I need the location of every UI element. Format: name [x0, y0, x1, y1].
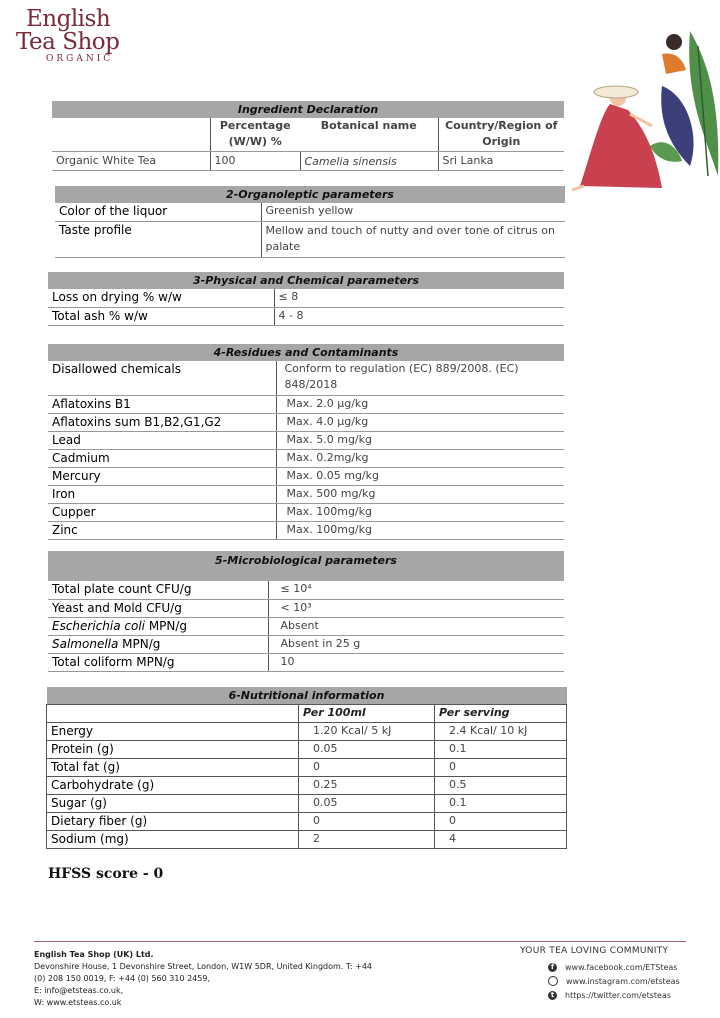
nutrition-per-serving: 0.1: [435, 795, 567, 813]
col-botanical: Botanical name: [300, 118, 438, 151]
footer-website: W: www.etsteas.co.uk: [34, 998, 122, 1007]
micro-label-italic: Salmonella: [52, 636, 119, 651]
nutrition-per-serving: 0.5: [435, 777, 567, 795]
residue-label: Zinc: [48, 521, 276, 539]
nutrition-label: Protein (g): [47, 741, 299, 759]
physical-value: 4 - 8: [274, 307, 564, 325]
footer-email: E: info@etsteas.co.uk,: [34, 986, 124, 995]
micro-value: Absent in 25 g: [268, 635, 564, 653]
nutrition-per-100ml: 0: [299, 813, 435, 831]
footer-divider: [34, 941, 686, 942]
micro-label-italic: Escherichia coli: [52, 618, 145, 633]
organoleptic-table: [55, 186, 565, 258]
instagram-link[interactable]: [520, 974, 690, 988]
footer-social: [520, 946, 690, 1002]
residue-value: Max. 0.2mg/kg: [276, 449, 564, 467]
nutrition-label: Energy: [47, 723, 299, 741]
col-country: Country/Region of Origin: [438, 118, 564, 151]
physical-label: Loss on drying % w/w: [48, 289, 274, 307]
residue-label: Disallowed chemicals: [48, 361, 276, 395]
physical-title: 3-Physical and Chemical parameters: [48, 272, 564, 289]
brand-logo: [16, 8, 166, 64]
residue-label: Aflatoxins B1: [48, 395, 276, 413]
twitter-link[interactable]: [520, 988, 690, 1002]
col-per-serving: Per serving: [435, 705, 567, 723]
logo-line-2: Tea Shop: [16, 29, 120, 55]
residue-value: Max. 5.0 mg/kg: [276, 431, 564, 449]
physical-value: ≤ 8: [274, 289, 564, 307]
nutrition-per-100ml: 0.05: [299, 741, 435, 759]
ingredient-title: Ingredient Declaration: [52, 101, 564, 118]
micro-title: 5-Microbiological parameters: [48, 551, 564, 581]
logo-line-1: English: [26, 6, 111, 32]
residue-label: Iron: [48, 485, 276, 503]
nutrition-per-serving: 0.1: [435, 741, 567, 759]
nutrition-per-serving: 4: [435, 831, 567, 849]
ingredient-name: Organic White Tea: [52, 151, 210, 170]
organoleptic-label: Color of the liquor: [55, 203, 261, 221]
residue-value: Max. 4.0 μg/kg: [276, 413, 564, 431]
micro-label: [48, 617, 268, 635]
nutrition-per-100ml: 1.20 Kcal/ 5 kJ: [299, 723, 435, 741]
footer-company-name: English Tea Shop (UK) Ltd.: [34, 950, 154, 959]
nutrition-per-100ml: 0: [299, 759, 435, 777]
col-percentage: Percentage (W/W) %: [210, 118, 300, 151]
residues-title: 4-Residues and Contaminants: [48, 344, 564, 361]
ingredient-country: Sri Lanka: [438, 151, 564, 170]
micro-value: Absent: [268, 617, 564, 635]
physical-label: Total ash % w/w: [48, 307, 274, 325]
ingredient-percentage: 100: [210, 151, 300, 170]
residue-label: Lead: [48, 431, 276, 449]
micro-label-rest: MPN/g: [145, 618, 188, 633]
residue-value: Max. 0.05 mg/kg: [276, 467, 564, 485]
micro-label: Total coliform MPN/g: [48, 653, 268, 671]
footer-community-heading: YOUR TEA LOVING COMMUNITY: [520, 946, 669, 956]
micro-value: 10: [268, 653, 564, 671]
residue-value: Max. 2.0 μg/kg: [276, 395, 564, 413]
nutrition-per-serving: 0: [435, 813, 567, 831]
organoleptic-label: Taste profile: [55, 221, 261, 257]
residue-label: Aflatoxins sum B1,B2,G1,G2: [48, 413, 276, 431]
nutrition-label: Total fat (g): [47, 759, 299, 777]
residue-label: Mercury: [48, 467, 276, 485]
instagram-url[interactable]: www.instagram.com/etsteas: [566, 976, 680, 986]
residue-value: Max. 100mg/kg: [276, 503, 564, 521]
nutrition-per-serving: 0: [435, 759, 567, 777]
nutrition-per-serving: 2.4 Kcal/ 10 kJ: [435, 723, 567, 741]
residue-label: Cadmium: [48, 449, 276, 467]
micro-label: Total plate count CFU/g: [48, 581, 268, 599]
ingredient-botanical: Camelia sinensis: [300, 151, 438, 170]
residue-value: Conform to regulation (EC) 889/2008. (EC) 848/2018: [276, 361, 564, 395]
ingredient-table: [52, 101, 564, 171]
nutrition-label: Carbohydrate (g): [47, 777, 299, 795]
col-per-100ml: Per 100ml: [299, 705, 435, 723]
organoleptic-value: Greenish yellow: [261, 203, 565, 221]
residue-label: Cupper: [48, 503, 276, 521]
micro-value: ≤ 10⁴: [268, 581, 564, 599]
micro-table: [48, 551, 564, 672]
micro-label-rest: MPN/g: [118, 636, 161, 651]
micro-label: Yeast and Mold CFU/g: [48, 599, 268, 617]
micro-label: [48, 635, 268, 653]
nutrition-table: [46, 687, 567, 849]
instagram-icon: [548, 976, 558, 986]
organoleptic-value: Mellow and touch of nutty and over tone of citrus on palate: [261, 221, 565, 257]
nutrition-label: Sugar (g): [47, 795, 299, 813]
residues-table: [48, 344, 564, 540]
physical-table: [48, 272, 564, 326]
footer-company-info: [34, 949, 374, 1009]
facebook-icon: f: [548, 963, 557, 972]
organoleptic-title: 2-Organoleptic parameters: [55, 186, 565, 203]
nutrition-per-100ml: 0.05: [299, 795, 435, 813]
nutrition-title: 6-Nutritional information: [47, 687, 567, 705]
logo-line-3: ORGANIC: [46, 54, 114, 64]
twitter-icon: t: [548, 991, 557, 1000]
micro-value: < 10³: [268, 599, 564, 617]
footer-address: Devonshire House, 1 Devonshire Street, London, W1W 5DR, United Kingdom. T: +44 (0) 208 150 0019, F: +44 (0) 560 310 2459,: [34, 962, 373, 983]
nutrition-label: Sodium (mg): [47, 831, 299, 849]
residue-value: Max. 100mg/kg: [276, 521, 564, 539]
nutrition-label: Dietary fiber (g): [47, 813, 299, 831]
nutrition-per-100ml: 0.25: [299, 777, 435, 795]
tea-women-illustration: [570, 26, 720, 198]
residue-value: Max. 500 mg/kg: [276, 485, 564, 503]
nutrition-per-100ml: 2: [299, 831, 435, 849]
hfss-score: HFSS score - 0: [48, 866, 164, 882]
facebook-link[interactable]: [520, 960, 690, 974]
facebook-url[interactable]: www.facebook.com/ETSteas: [565, 962, 678, 972]
twitter-url[interactable]: https://twitter.com/etsteas: [565, 990, 672, 1000]
